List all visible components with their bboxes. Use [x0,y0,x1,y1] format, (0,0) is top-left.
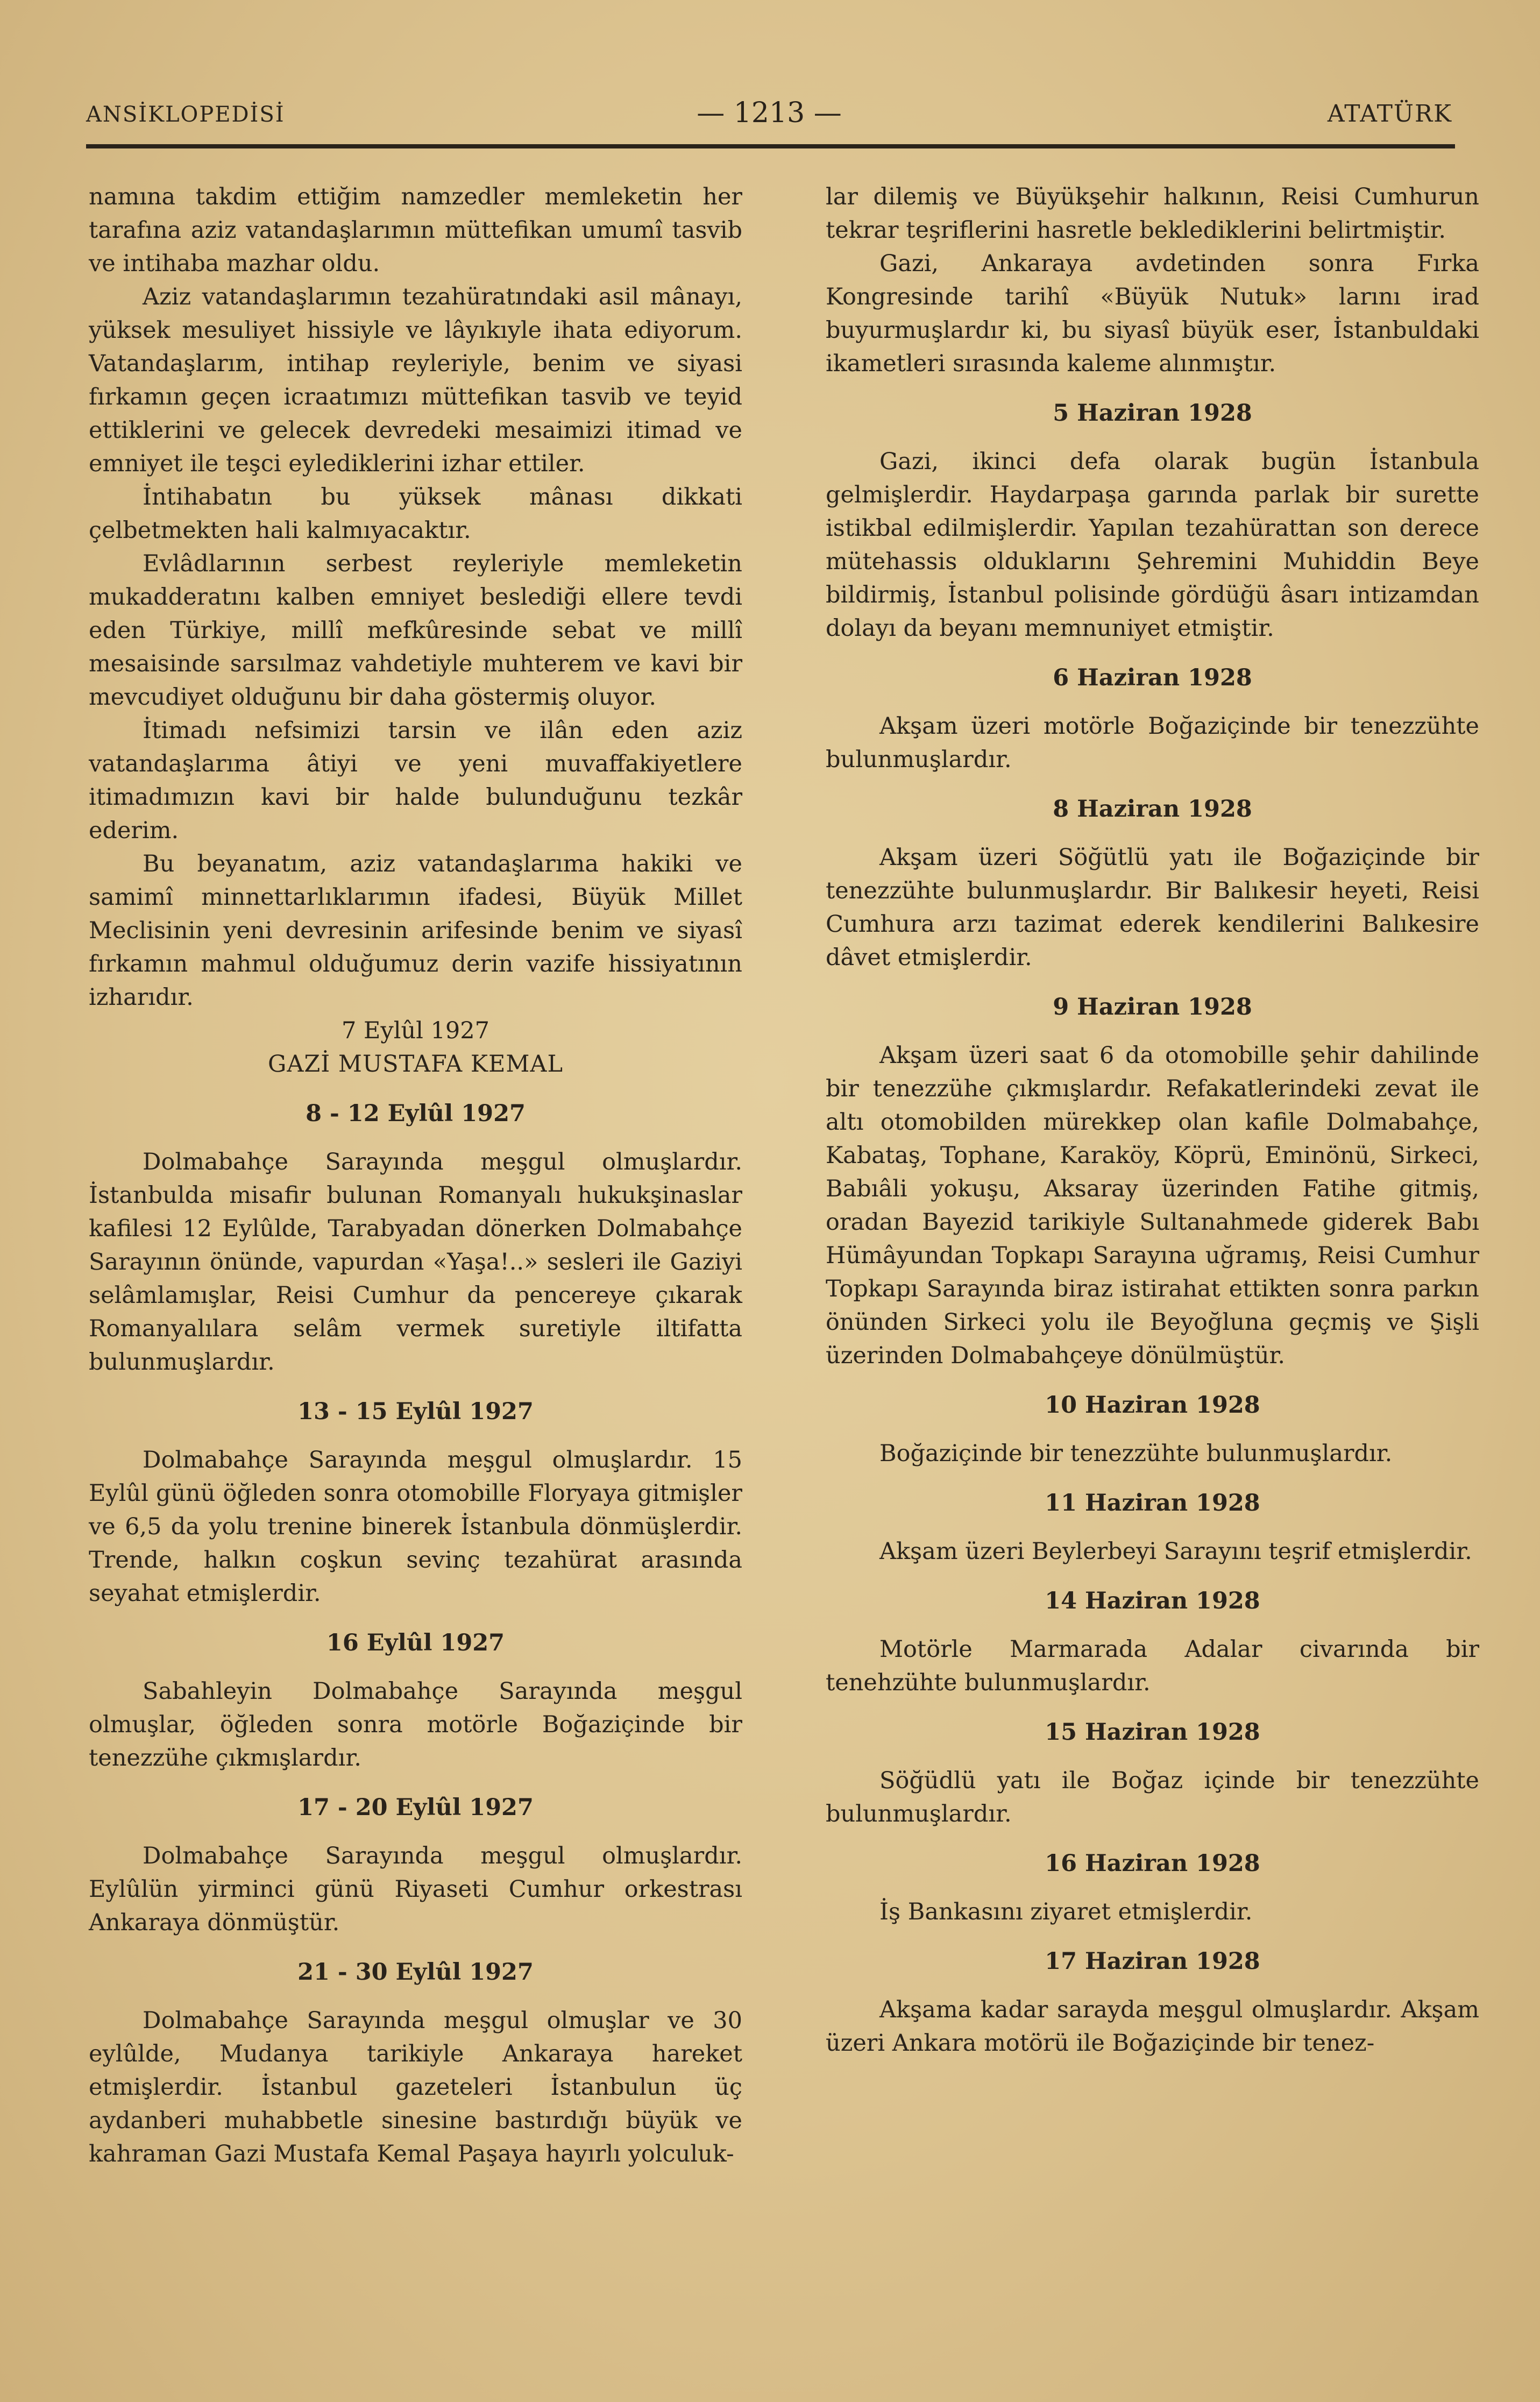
running-title: ANSİKLOPEDİSİ [86,102,285,127]
entry-text: Dolmabahçe Sarayında meşgul olmuşlardır. İstanbulda misafir bulunan Romanyalı hukukşinaslar kafilesi 12 Eylûlde, Tarabyadan dönerken Dolmabahçe Sarayının önünde, vapurdan «Yaşa!..» sesleri ile Gaziyi selâmlamışlar, Reisi Cumhur da pencereye çıkarak Romanyalılara selâm vermek suretiyle iltifatta bulunmuşlardır. [89,1149,742,1376]
entry-text: Akşam üzeri Söğütlü yatı ile Boğaziçinde bir tenezzühte bulunmuşlardır. Bir Balıkesir heyeti, Reisi Cumhura arzı tazimat ederek kendilerini Balıkesire dâvet etmişlerdir. [826,844,1479,971]
right-column [826,180,1479,2060]
entry-text: İş Bankasını ziyaret etmişlerdir. [879,1898,1253,1925]
entry-date-heading: 8 Haziran 1928 [1053,796,1252,823]
entry-text: Dolmabahçe Sarayında meşgul olmuşlardır. Eylûlün yirminci günü Riyaseti Cumhur orkestrası Ankaraya dönmüştür. [89,1843,742,1936]
entry-text: Akşama kadar sarayda meşgul olmuşlardır. Akşam üzeri Ankara motörü ile Boğaziçinde bir tenez- [826,1996,1479,2057]
entry-text: Söğüdlü yatı ile Boğaz içinde bir tenezzühte bulunmuşlardır. [826,1767,1479,1827]
entry-date-heading: 8 - 12 Eylûl 1927 [306,1100,526,1127]
paragraph: Gazi, Ankaraya avdetinden sonra Fırka Kongresinde tarihî «Büyük Nutuk» larını irad buyurmuşlardır ki, bu siyasî büyük eser, İstanbuldaki ikametleri sırasında kaleme alınmıştır. [826,250,1479,377]
entry-text: Boğaziçinde bir tenezzühte bulunmuşlardır. [879,1440,1393,1467]
entry-date-heading: 11 Haziran 1928 [1045,1490,1260,1517]
page-number: — 1213 — [697,97,842,129]
signature-date: 7 Eylûl 1927 [341,1017,489,1044]
paragraph: İntihabatın bu yüksek mânası dikkati çelbetmekten hali kalmıyacaktır. [89,484,742,544]
left-column [89,180,742,2171]
entry-text: Dolmabahçe Sarayında meşgul olmuşlar ve 30 eylûlde, Mudanya tarikiyle Ankaraya hareket etmişlerdir. İstanbul gazeteleri İstanbulun üç aydanberi muhabbetle sinesine bastırdığı büyük ve kahraman Gazi Mustafa Kemal Paşaya hayırlı yolculuk- [89,2007,742,2167]
entry-text: Akşam üzeri saat 6 da otomobille şehir dahilinde bir tenezzühe çıkmışlardır. Refakatlerindeki zevat ile altı otomobilden mürekkep olan kafile Dolmabahçe, Kabataş, Tophane, Karaköy, Köprü, Eminönü, Sirkeci, Babıâli yokuşu, Aksaray üzerinden Fatihe gitmiş, oradan Bayezid tarikiyle Sultanahmede giderek Babı Hümâyundan Topkapı Sarayına uğramış, Reisi Cumhur Topkapı Sarayında biraz istirahat ettikten sonra parkın önünden Sirkeci yolu ile Beyoğluna geçmiş ve Şişli üzerinden Dolmabahçeye dönülmüştür. [826,1042,1479,1369]
paragraph: Bu beyanatım, aziz vatandaşlarıma hakiki ve samimî minnettarlıklarımın ifadesi, Büyük Millet Meclisinin yeni devresinin arifesinde benim ve siyasî fırkamın mahmul olduğumuz derin vazife hissiyatının izharıdır. [89,851,742,1011]
entry-date-heading: 21 - 30 Eylûl 1927 [297,1959,534,1986]
entry-date-heading: 16 Eylûl 1927 [326,1629,505,1656]
entry-date-heading: 6 Haziran 1928 [1053,664,1252,691]
signature-name: GAZİ MUSTAFA KEMAL [267,1051,563,1078]
entry-date-heading: 13 - 15 Eylûl 1927 [297,1398,534,1425]
entry-date-heading: 15 Haziran 1928 [1045,1719,1260,1746]
entry-text: Sabahleyin Dolmabahçe Sarayında meşgul olmuşlar, öğleden sonra motörle Boğaziçinde bir tenezzühe çıkmışlardır. [89,1678,742,1772]
entry-date-heading: 14 Haziran 1928 [1045,1588,1260,1614]
entry-date-heading: 9 Haziran 1928 [1053,994,1252,1021]
entry-text: Dolmabahçe Sarayında meşgul olmuşlardır. 15 Eylûl günü öğleden sonra otomobille Floryaya gitmişler ve 6,5 da yolu trenine binerek İstanbula dönmüşlerdir. Trende, halkın coşkun sevinç tezahürat arasında seyahat etmişlerdir. [89,1447,742,1607]
entry-text: Akşam üzeri Beylerbeyi Sarayını teşrif etmişlerdir. [879,1538,1472,1565]
entry-text: Akşam üzeri motörle Boğaziçinde bir tenezzühte bulunmuşlardır. [826,713,1479,773]
entry-date-heading: 17 Haziran 1928 [1045,1948,1260,1975]
entry-text: Motörle Marmarada Adalar civarında bir tenehzühte bulunmuşlardır. [826,1636,1479,1696]
entry-date-heading: 17 - 20 Eylûl 1927 [297,1794,534,1821]
page-header [86,97,1452,140]
entry-date-heading: 5 Haziran 1928 [1053,400,1252,427]
paragraph: lar dilemiş ve Büyükşehir halkının, Reisi Cumhurun tekrar teşriflerini hasretle beklediklerini belirtmiştir. [826,183,1479,244]
header-rule [86,144,1455,148]
paragraph: Aziz vatandaşlarımın tezahüratındaki asil mânayı, yüksek mesuliyet hissiyle ve lâyıkıyle ihata ediyorum. Vatandaşlarım, intihap reyleriyle, benim ve siyasi fırkamın geçen icraatımızı müttefikan tasvib ve teyid ettiklerini ve gelecek devredeki mesaimizi itimad ve emniyet ile teşci eylediklerini izhar ettiler. [89,284,742,477]
entry-date-heading: 10 Haziran 1928 [1045,1392,1260,1419]
entry-date-heading: 16 Haziran 1928 [1045,1850,1260,1877]
section-title: ATATÜRK [1327,100,1452,127]
paragraph: namına takdim ettiğim namzedler memleketin her tarafına aziz vatandaşlarımın müttefikan umumî tasvib ve intihaba mazhar oldu. [89,183,742,277]
paragraph: Evlâdlarının serbest reyleriyle memleketin mukadderatını kalben emniyet beslediği ellere tevdi eden Türkiye, millî mefkûresinde sebat ve millî mesaisinde sarsılmaz vahdetiyle muhterem ve kavi bir mevcudiyet olduğunu bir daha göstermiş oluyor. [89,550,742,711]
entry-text: Gazi, ikinci defa olarak bugün İstanbula gelmişlerdir. Haydarpaşa garında parlak bir surette istikbal edilmişlerdir. Yapılan tezahürattan son derece mütehassis olduklarını Şehremini Muhiddin Beye bildirmiş, İstanbul polisinde gördüğü âsarı intizamdan dolayı da beyanı memnuniyet etmiştir. [826,448,1479,642]
paragraph: İtimadı nefsimizi tarsin ve ilân eden aziz vatandaşlarıma âtiyi ve yeni muvaffakiyetlere itimadımızın kavi bir halde bulunduğunu tezkâr ederim. [89,717,742,844]
